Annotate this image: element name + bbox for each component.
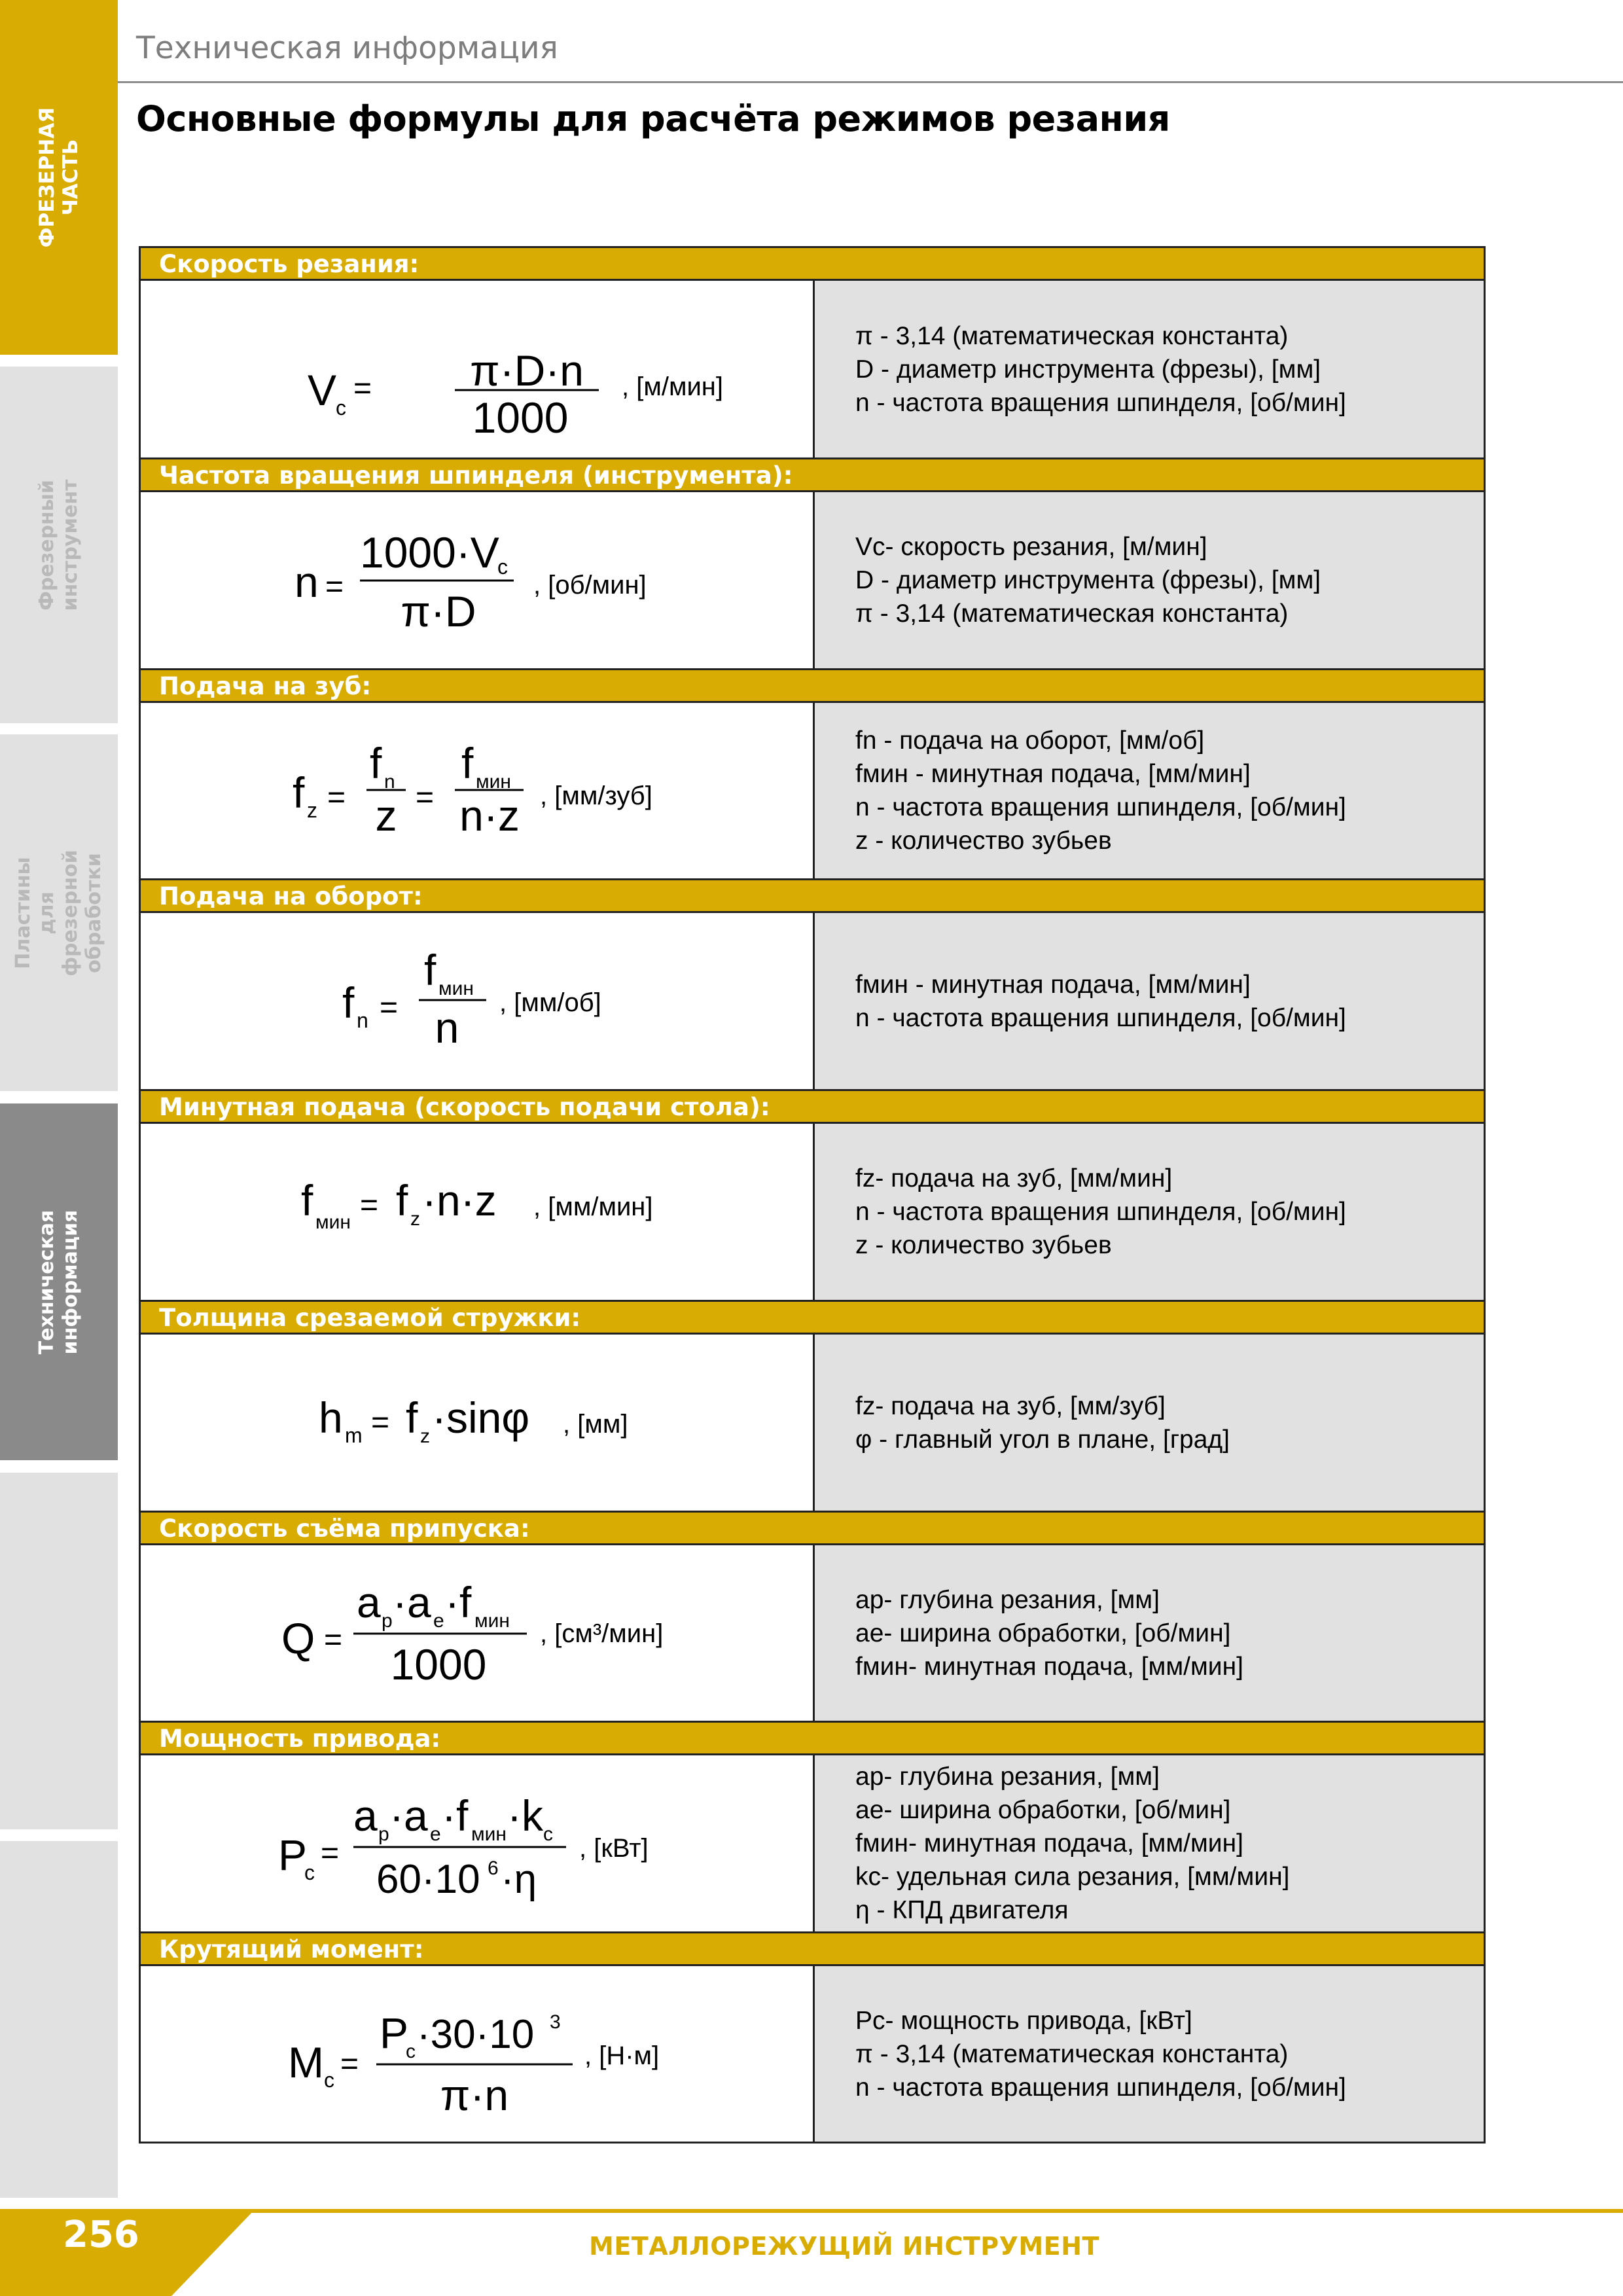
description-cell [815,1124,1484,1300]
svg-text:·k: ·k [507,1791,543,1840]
svg-text:z: z [375,791,397,840]
svg-text:·η: ·η [501,1857,537,1902]
description-line: fz- подача на зуб, [мм/мин] [855,1164,1173,1193]
description-line: π - 3,14 (математическая константа) [855,600,1289,628]
side-tab-5[interactable] [0,1473,118,1829]
description-line: fz- подача на зуб, [мм/зуб] [855,1391,1166,1420]
description-line: π - 3,14 (математическая константа) [855,321,1289,350]
svg-text:P: P [278,1831,308,1879]
svg-text:h: h [319,1393,343,1442]
svg-text:f: f [396,1176,408,1225]
formula-cell [141,1545,815,1721]
description-line: ap- глубина резания, [мм] [855,1763,1160,1791]
svg-text:V: V [308,366,337,414]
svg-text:c: c [336,396,346,420]
section-header: Толщина срезаемой стружки: [141,1302,1484,1335]
description-cell [815,703,1484,878]
section-body [141,1545,1484,1723]
formula-removal-rate [141,1545,813,1722]
svg-text:, [кВт]: , [кВт] [579,1834,649,1863]
description-cell [815,1335,1484,1511]
side-tab-label: Техническая информация [35,1210,82,1354]
svg-text:n: n [384,771,395,793]
formula-cell [141,1755,815,1931]
svg-text:=: = [327,780,346,815]
svg-text:m: m [345,1424,363,1447]
section-header: Скорость резания: [141,248,1484,281]
formula-table [139,246,1486,2144]
svg-text:Q: Q [281,1614,315,1662]
description-cell [815,492,1484,668]
section-body [141,1755,1484,1933]
svg-text:P: P [380,2009,409,2057]
description-line: n - частота вращения шпинделя, [об/мин] [855,388,1346,417]
formula-cell [141,703,815,878]
side-tab-label: Фрезерный инструмент [35,479,82,611]
svg-text:a: a [353,1791,378,1840]
svg-text:p: p [378,1823,389,1845]
svg-text:c: c [324,2068,334,2092]
footer-brand: МЕТАЛЛОРЕЖУЩИЙ ИНСТРУМЕНТ [589,2232,1099,2261]
formula-cell [141,281,815,457]
formula-cell [141,1335,815,1511]
formula-cell [141,1966,815,2142]
svg-text:, [Н·м]: , [Н·м] [584,2041,660,2070]
svg-text:M: M [288,2038,324,2087]
svg-text:, [мм/об]: , [мм/об] [499,988,601,1017]
side-tab-label: ФРЕЗЕРНАЯ ЧАСТЬ [35,107,82,248]
side-tab-technical-info[interactable] [0,1103,118,1460]
svg-text:·f: ·f [442,1791,469,1840]
formula-cell [141,492,815,668]
svg-text:z: z [410,1208,420,1230]
svg-text:f: f [293,768,305,817]
svg-text:·sinφ: ·sinφ [432,1393,530,1442]
side-tab-milling-part[interactable] [0,0,118,355]
section-header: Скорость съёма припуска: [141,1513,1484,1545]
svg-text:n: n [357,1009,368,1032]
description-line: φ - главный угол в плане, [град] [855,1425,1230,1454]
formula-feed-per-tooth [141,703,813,880]
svg-text:=: = [380,990,399,1025]
description-cell [815,1966,1484,2142]
description-line: n - частота вращения шпинделя, [об/мин] [855,1003,1346,1032]
svg-text:=: = [371,1405,390,1440]
svg-text:z: z [307,798,317,822]
svg-text:n: n [435,1003,459,1052]
description-line: Pc- мощность привода, [кВт] [855,2006,1192,2035]
footer-divider [118,2209,1623,2213]
svg-text:·f: ·f [445,1578,472,1626]
description-line: Vc- скорость резания, [м/мин] [855,533,1207,561]
description-line: π - 3,14 (математическая константа) [855,2039,1289,2068]
svg-text:=: = [321,1836,340,1871]
description-line: z - количество зубьев [855,1231,1112,1259]
svg-text:, [см³/мин]: , [см³/мин] [540,1619,664,1648]
svg-text:60·10: 60·10 [376,1857,480,1902]
formula-feed-per-revolution [141,913,813,1090]
description-line: n - частота вращения шпинделя, [об/мин] [855,793,1346,821]
section-body [141,492,1484,670]
svg-text:=: = [416,780,435,815]
svg-text:6: 6 [488,1857,499,1879]
svg-text:f: f [461,739,474,787]
description-line: ae- ширина обработки, [об/мин] [855,1796,1231,1824]
svg-text:n·z: n·z [459,791,520,840]
formula-cell [141,913,815,1089]
svg-text:1000·V: 1000·V [360,528,499,577]
formula-cutting-speed [141,281,813,457]
description-line: z - количество зубьев [855,827,1112,855]
formula-spindle-speed [141,492,813,669]
svg-text:c: c [497,555,508,579]
svg-text:π·n: π·n [440,2071,509,2119]
svg-text:=: = [360,1188,379,1223]
description-line: n - частота вращения шпинделя, [об/мин] [855,2073,1346,2102]
header-divider [118,81,1623,83]
svg-text:π·D: π·D [401,587,476,636]
description-cell [815,1755,1484,1931]
page-title: Основные формулы для расчёта режимов резания [136,98,1170,139]
svg-text:, [м/мин]: , [м/мин] [622,372,723,401]
svg-text:, [мм/мин]: , [мм/мин] [533,1193,653,1221]
svg-text:f: f [301,1176,313,1225]
description-line: kc- удельная сила резания, [мм/мин] [855,1863,1290,1891]
svg-text:=: = [353,371,372,406]
svg-text:c: c [304,1861,315,1884]
running-head: Техническая информация [136,30,558,66]
description-line: fn - подача на оборот, [мм/об] [855,726,1205,755]
side-tab-milling-tools[interactable] [0,367,118,723]
description-line: η - КПД двигателя [855,1896,1069,1924]
section-body [141,1966,1484,2142]
svg-text:=: = [325,569,344,604]
description-cell [815,1545,1484,1721]
section-header: Подача на зуб: [141,670,1484,703]
section-header: Минутная подача (скорость подачи стола): [141,1091,1484,1124]
svg-text:3: 3 [550,2011,561,2033]
description-line: n - частота вращения шпинделя, [об/мин] [855,1198,1346,1226]
svg-text:e: e [433,1610,444,1632]
description-line: D - диаметр инструмента (фрезы), [мм] [855,355,1321,384]
svg-text:·n·z: ·n·z [422,1176,497,1225]
section-body [141,1335,1484,1513]
formula-drive-power [141,1755,813,1932]
formula-cell [141,1124,815,1300]
svg-text:a: a [357,1578,381,1626]
description-line: fмин - минутная подача, [мм/мин] [855,970,1251,999]
section-header: Мощность привода: [141,1723,1484,1755]
svg-text:f: f [406,1393,418,1442]
side-tab-label: Пластины для фрезерной обработки [12,849,105,977]
description-line: D - диаметр инструмента (фрезы), [мм] [855,566,1321,594]
section-header: Подача на оборот: [141,880,1484,913]
formula-chip-thickness [141,1335,813,1511]
svg-text:c: c [543,1823,553,1845]
formula-table-feed [141,1124,813,1300]
section-body [141,913,1484,1091]
svg-text:c: c [406,2041,416,2062]
svg-text:·a: ·a [389,1791,428,1840]
svg-text:f: f [370,739,382,787]
svg-text:, [мм/зуб]: , [мм/зуб] [540,781,652,810]
svg-text:=: = [340,2047,359,2081]
svg-text:f: f [342,978,355,1027]
svg-text:мин: мин [476,771,511,793]
svg-text:·a: ·a [393,1578,431,1626]
description-line: ap- глубина резания, [мм] [855,1585,1160,1614]
description-line: ae- ширина обработки, [об/мин] [855,1619,1231,1647]
side-tab-milling-inserts[interactable] [0,734,118,1091]
svg-text:мин: мин [471,1823,507,1845]
svg-text:·30·10: ·30·10 [417,2012,535,2057]
svg-text:мин: мин [315,1211,351,1233]
svg-text:p: p [382,1610,393,1632]
svg-text:, [мм]: , [мм] [563,1410,628,1439]
svg-text:π·D·n: π·D·n [470,346,584,395]
section-body [141,703,1484,880]
section-body [141,281,1484,459]
svg-text:, [об/мин]: , [об/мин] [533,571,647,600]
svg-text:f: f [424,946,437,994]
formula-torque [141,1966,813,2142]
svg-text:=: = [324,1623,343,1657]
section-header: Крутящий момент: [141,1933,1484,1966]
section-body [141,1124,1484,1302]
svg-text:z: z [420,1426,430,1447]
description-cell [815,913,1484,1089]
side-tab-6[interactable] [0,1841,118,2198]
svg-text:e: e [430,1823,441,1845]
svg-text:мин: мин [438,978,474,999]
svg-text:1000: 1000 [472,393,569,442]
description-line: fмин- минутная подача, [мм/мин] [855,1829,1243,1857]
svg-text:n: n [294,558,319,606]
page-number: 256 [63,2214,139,2256]
section-header: Частота вращения шпинделя (инструмента): [141,459,1484,492]
description-line: fмин- минутная подача, [мм/мин] [855,1652,1243,1681]
description-line: fмин - минутная подача, [мм/мин] [855,760,1251,788]
svg-text:мин: мин [474,1610,510,1632]
description-cell [815,281,1484,457]
svg-text:1000: 1000 [390,1640,487,1689]
